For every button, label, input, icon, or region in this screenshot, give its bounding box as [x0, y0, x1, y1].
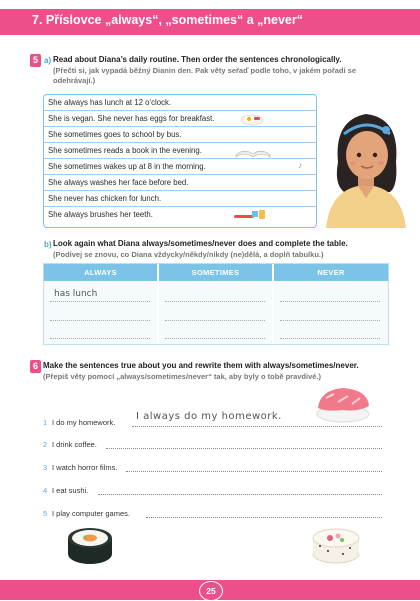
- egg-breakfast-icon: [240, 112, 264, 126]
- answer-line-4[interactable]: [98, 494, 382, 495]
- answer-line-3[interactable]: [126, 471, 382, 472]
- list-item[interactable]: She never has chicken for lunch.: [44, 191, 316, 207]
- item-number: 5: [43, 509, 48, 518]
- answer-line[interactable]: [165, 338, 265, 339]
- answer-line-1[interactable]: [132, 426, 382, 427]
- exercise-5a-label: a): [44, 56, 52, 65]
- answer-line[interactable]: [50, 338, 150, 339]
- exercise-6-item-2: I drink coffee.: [52, 440, 97, 449]
- answer-line[interactable]: [280, 301, 380, 302]
- table-header-always: ALWAYS: [44, 264, 157, 281]
- page-number: 25: [199, 581, 223, 601]
- answer-line[interactable]: [165, 320, 265, 321]
- list-item[interactable]: She always has lunch at 12 o’clock.: [44, 95, 316, 111]
- exercise-6-item-1: I do my homework.: [52, 418, 116, 427]
- toothbrush-icon: [232, 207, 268, 221]
- list-item[interactable]: She always washes her face before bed.: [44, 175, 316, 191]
- table-column-sometimes[interactable]: [159, 281, 272, 344]
- answer-line[interactable]: [165, 301, 265, 302]
- table-example-answer: has lunch: [54, 289, 98, 299]
- answer-line-5[interactable]: [146, 517, 382, 518]
- california-roll-icon: [310, 524, 362, 564]
- exercise-5b-instruction-cz: (Podívej se znovu, co Diana vždycky/někdy/nikdy (ne)dělá, a doplň tabulku.): [53, 250, 324, 259]
- exercise-5b-label: b): [44, 240, 52, 249]
- item-number: 1: [43, 418, 48, 427]
- table-header-never: NEVER: [274, 264, 388, 281]
- girl-illustration: [316, 100, 416, 228]
- item-number: 3: [43, 463, 48, 472]
- exercise-5a-instruction-cz: (Přečti si, jak vypadá běžný Dianin den. Pak věty seřaď podle toho, v jakém pořadí se odehrávají.): [53, 66, 356, 85]
- exercise-5-badge: 5: [30, 54, 41, 67]
- item-number: 2: [43, 440, 48, 449]
- list-item[interactable]: She sometimes reads a book in the evening.: [44, 143, 316, 159]
- item-number: 4: [43, 486, 48, 495]
- answer-line[interactable]: [280, 320, 380, 321]
- exercise-5a-instruction: Read about Diana’s daily routine. Then order the sentences chronologically.: [53, 55, 342, 64]
- exercise-6-instruction: Make the sentences true about you and rewrite them with always/sometimes/never.: [43, 361, 359, 370]
- list-item[interactable]: She always brushes her teeth.: [48, 210, 153, 219]
- exercise-6-item-3: I watch horror films.: [52, 463, 118, 472]
- nigiri-sushi-icon: [312, 384, 374, 424]
- list-item[interactable]: She is vegan. She never has eggs for breakfast.: [44, 111, 316, 127]
- answer-line[interactable]: [280, 338, 380, 339]
- exercise-6-item-4: I eat sushi.: [52, 486, 89, 495]
- book-icon: [234, 145, 272, 158]
- exercise-6-item-5: I play computer games.: [52, 509, 130, 518]
- exercise-6-badge: 6: [30, 360, 41, 373]
- answer-line[interactable]: [50, 320, 150, 321]
- maki-roll-icon: [66, 524, 114, 566]
- answer-line-2[interactable]: [106, 448, 382, 449]
- alarm-icon: ♪: [298, 161, 302, 170]
- list-item[interactable]: She sometimes wakes up at 8 in the morning.: [44, 159, 316, 175]
- frequency-table: [43, 263, 389, 345]
- answer-line[interactable]: [50, 301, 150, 302]
- exercise-5b-instruction: Look again what Diana always/sometimes/never does and complete the table.: [53, 239, 348, 248]
- page-title: 7. Příslovce „always“, „sometimes“ a „never“: [32, 13, 303, 27]
- list-item[interactable]: She sometimes goes to school by bus.: [44, 127, 316, 143]
- table-column-never[interactable]: [274, 281, 388, 344]
- table-header-sometimes: SOMETIMES: [159, 264, 272, 281]
- sentence-list: [43, 94, 317, 228]
- answer-1-handwritten: I always do my homework.: [136, 411, 282, 422]
- exercise-6-instruction-cz: (Přepiš věty pomocí „always/sometimes/never“ tak, aby byly o tobě pravdivé.): [43, 372, 322, 381]
